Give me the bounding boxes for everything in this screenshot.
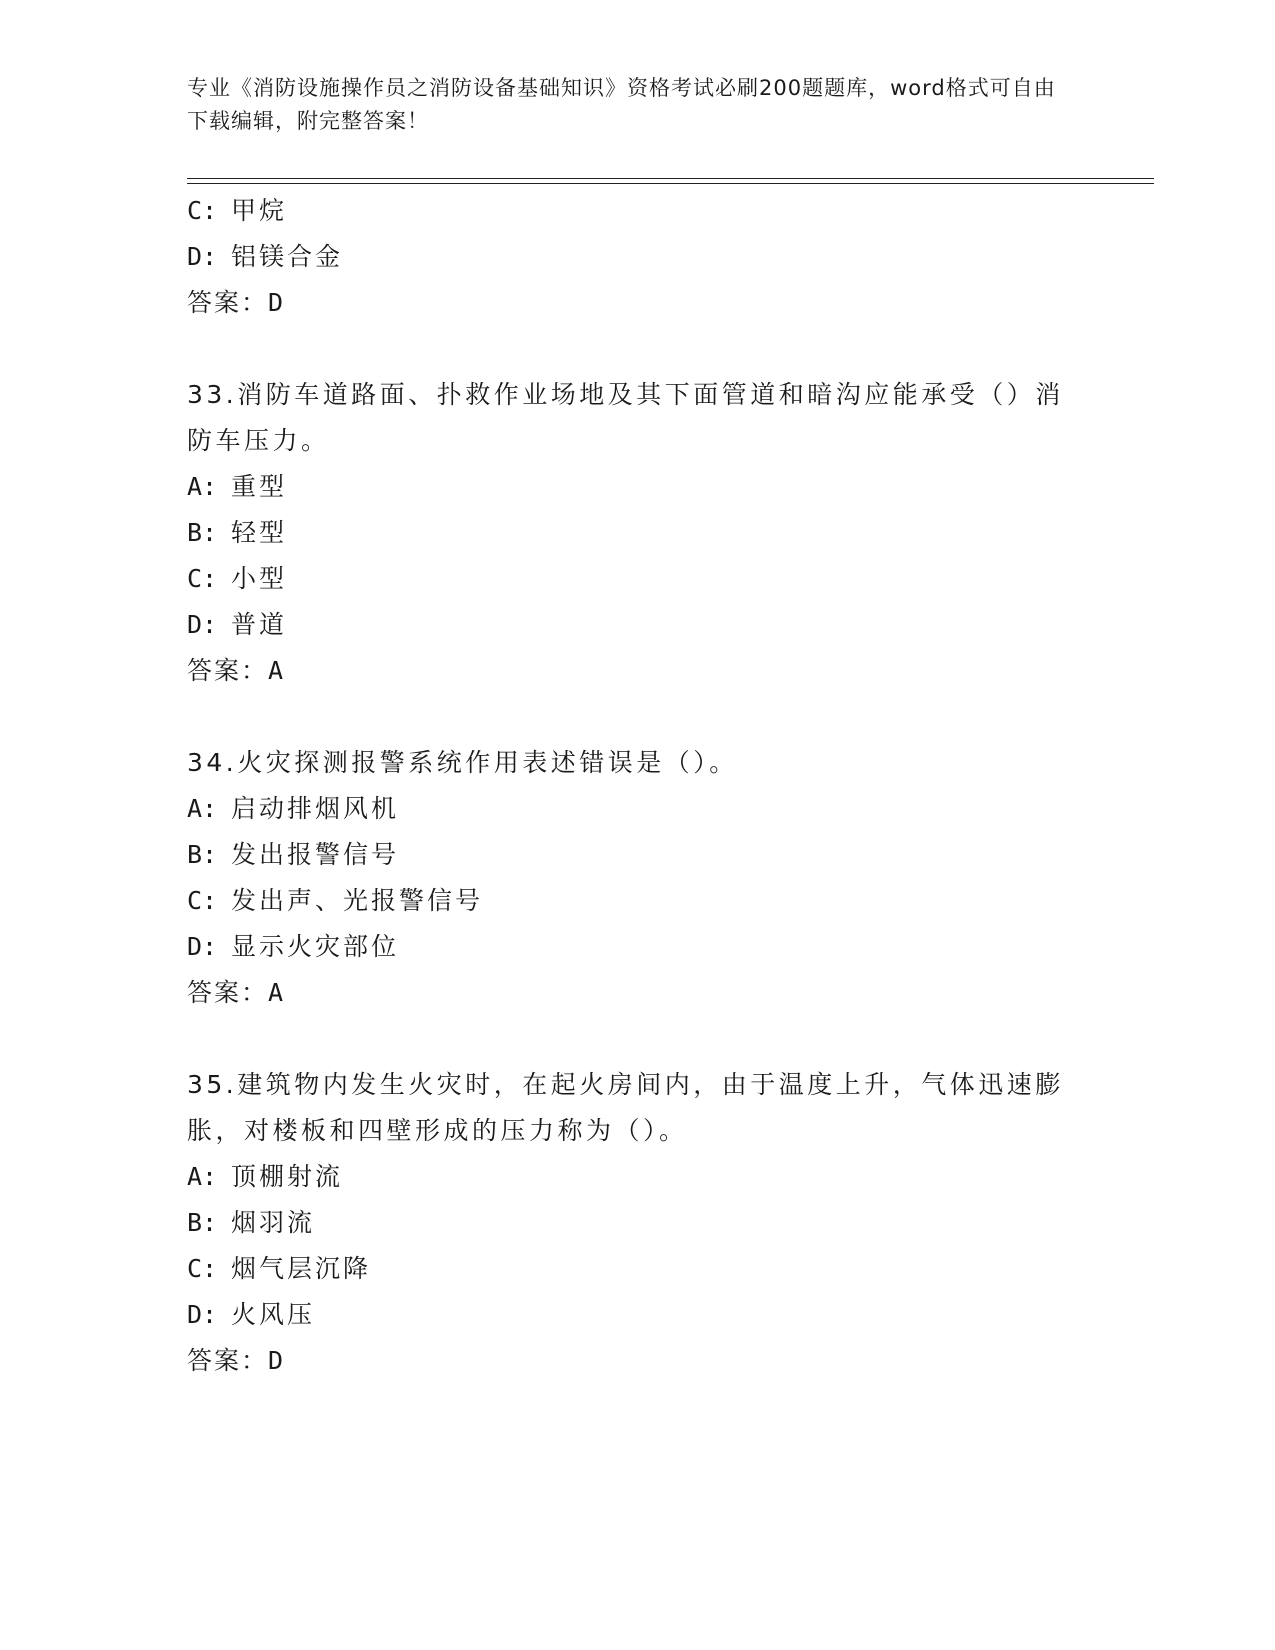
question-block-33 bbox=[187, 372, 1087, 694]
prev-question-block bbox=[187, 188, 1087, 326]
option-text: 铝镁合金 bbox=[231, 242, 344, 271]
option-text: 启动排烟风机 bbox=[231, 794, 400, 823]
option-b bbox=[187, 510, 1087, 556]
answer-line bbox=[187, 280, 1087, 326]
option-text: 普道 bbox=[231, 610, 288, 639]
option-text: 烟羽流 bbox=[231, 1208, 316, 1237]
option-key: D: bbox=[187, 610, 218, 639]
option-key: C: bbox=[187, 1254, 218, 1283]
option-key: C: bbox=[187, 564, 218, 593]
question-block-35 bbox=[187, 1062, 1087, 1384]
question-text: 34.火灾探测报警系统作用表述错误是（）。 bbox=[187, 748, 738, 777]
option-d bbox=[187, 602, 1087, 648]
question-text: 35.建筑物内发生火灾时，在起火房间内，由于温度上升，气体迅速膨胀，对楼板和四壁形成的压力称为（）。 bbox=[187, 1070, 1064, 1145]
option-key: A: bbox=[187, 1162, 218, 1191]
option-key: B: bbox=[187, 518, 218, 547]
answer-line bbox=[187, 970, 1087, 1016]
option-key: D: bbox=[187, 1300, 218, 1329]
option-d bbox=[187, 1292, 1087, 1338]
answer-value: A bbox=[268, 978, 284, 1007]
option-text: 重型 bbox=[231, 472, 288, 501]
option-c bbox=[187, 878, 1087, 924]
option-c bbox=[187, 556, 1087, 602]
option-key: D: bbox=[187, 932, 218, 961]
answer-label: 答案： bbox=[187, 656, 269, 685]
option-key: A: bbox=[187, 472, 218, 501]
answer-value: D bbox=[268, 288, 284, 317]
option-key: D: bbox=[187, 242, 218, 271]
question-block-34 bbox=[187, 740, 1087, 1016]
option-text: 顶棚射流 bbox=[231, 1162, 344, 1191]
option-key: C: bbox=[187, 196, 218, 225]
answer-label: 答案： bbox=[187, 978, 269, 1007]
option-a bbox=[187, 786, 1087, 832]
option-c bbox=[187, 188, 1087, 234]
option-a bbox=[187, 464, 1087, 510]
header-divider-top bbox=[187, 178, 1154, 179]
answer-line bbox=[187, 1338, 1087, 1384]
option-text: 显示火灾部位 bbox=[231, 932, 400, 961]
option-text: 甲烷 bbox=[231, 196, 288, 225]
answer-label: 答案： bbox=[187, 288, 269, 317]
option-key: A: bbox=[187, 794, 218, 823]
option-b bbox=[187, 832, 1087, 878]
option-key: B: bbox=[187, 1208, 218, 1237]
answer-value: D bbox=[268, 1346, 284, 1375]
option-text: 轻型 bbox=[231, 518, 288, 547]
option-d bbox=[187, 234, 1087, 280]
option-key: C: bbox=[187, 886, 218, 915]
question-text: 33.消防车道路面、扑救作业场地及其下面管道和暗沟应能承受（）消防车压力。 bbox=[187, 380, 1064, 455]
option-text: 火风压 bbox=[231, 1300, 316, 1329]
option-text: 小型 bbox=[231, 564, 288, 593]
answer-line bbox=[187, 648, 1087, 694]
option-text: 发出声、光报警信号 bbox=[231, 886, 484, 915]
question-list bbox=[187, 188, 1087, 1430]
option-b bbox=[187, 1200, 1087, 1246]
option-text: 发出报警信号 bbox=[231, 840, 400, 869]
answer-label: 答案： bbox=[187, 1346, 269, 1375]
option-key: B: bbox=[187, 840, 218, 869]
answer-value: A bbox=[268, 656, 284, 685]
option-c bbox=[187, 1246, 1087, 1292]
option-text: 烟气层沉降 bbox=[231, 1254, 372, 1283]
option-d bbox=[187, 924, 1087, 970]
document-header bbox=[187, 72, 1067, 138]
header-title: 专业《消防设施操作员之消防设备基础知识》资格考试必刷200题题库，word格式可自由下载编辑，附完整答案！ bbox=[187, 76, 1056, 133]
header-divider-bottom bbox=[187, 183, 1154, 184]
option-a bbox=[187, 1154, 1087, 1200]
